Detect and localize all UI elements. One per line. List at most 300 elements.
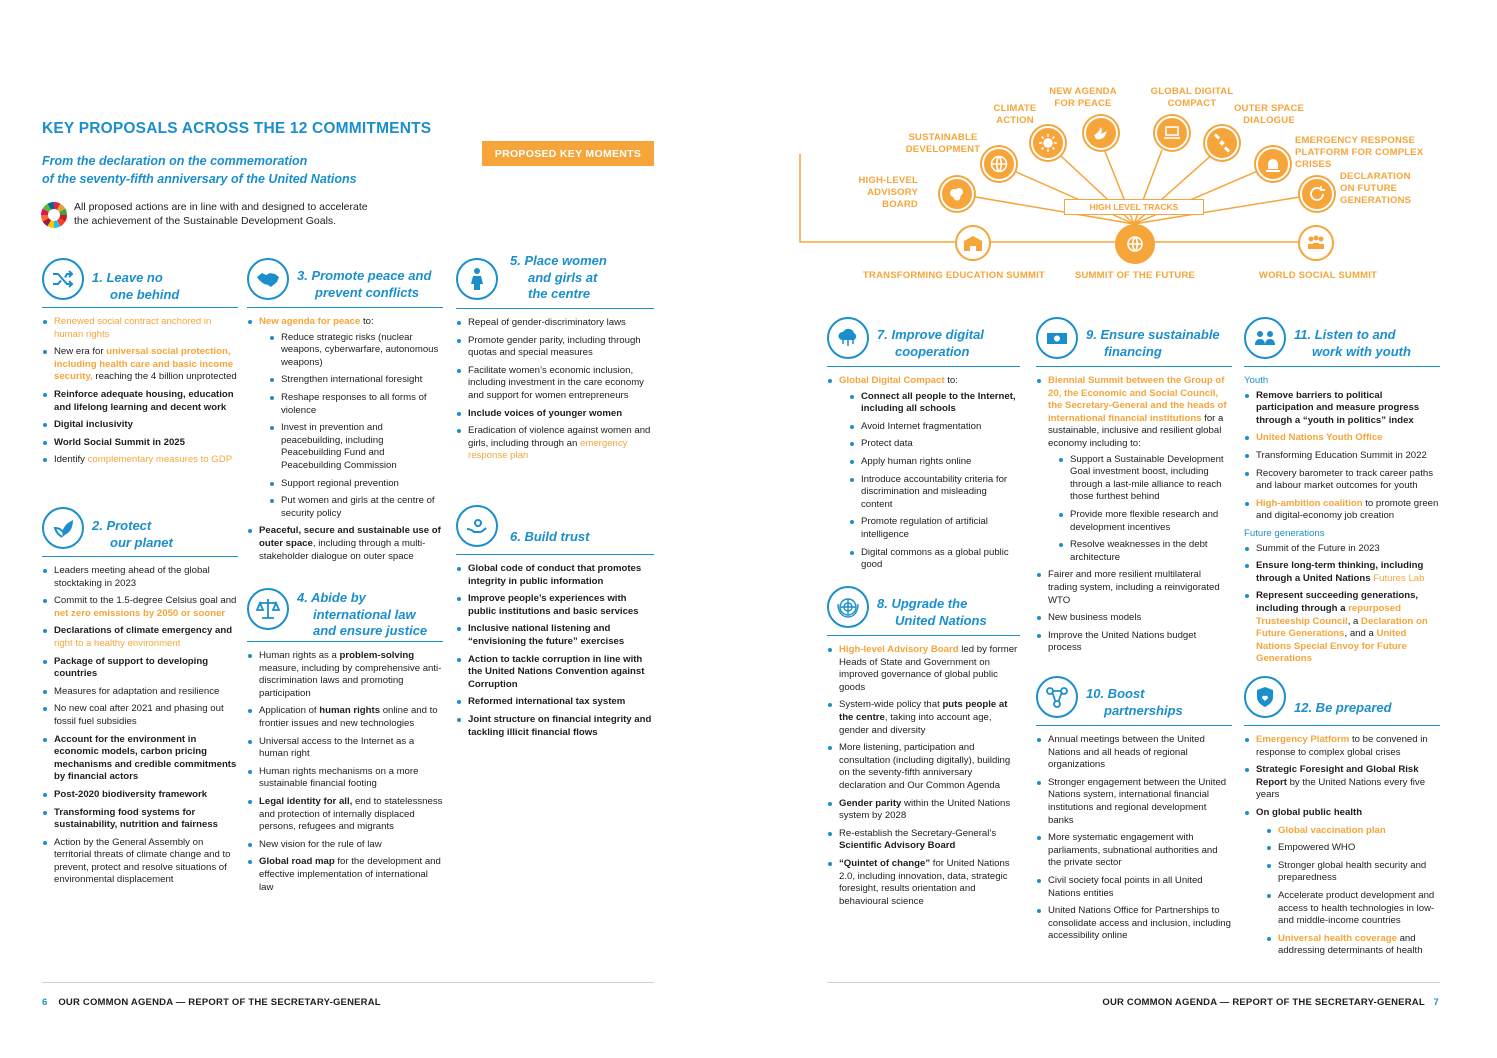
subtitle-line: From the declaration on the commemoration: [42, 154, 308, 168]
new-agenda-for-peace-label: [1044, 86, 1122, 110]
alarm-icon: [1256, 147, 1290, 181]
title-line: and girls at: [528, 269, 598, 285]
title-line: international law: [313, 606, 416, 622]
list-item: [1058, 509, 1232, 534]
text: Stronger global health security and preparedness: [1278, 859, 1427, 884]
page-number: 6: [42, 997, 48, 1008]
footer-divider: [42, 982, 654, 983]
list-item: [1244, 543, 1440, 556]
text: for United Nations 2.0, including innovation, data, strategic foresight, results orientation and behavioural science: [839, 857, 1010, 907]
label-line: DECLARATION: [1340, 171, 1411, 182]
text: Accelerate product development and access to health technologies in low- and middle-income countries: [1278, 889, 1435, 927]
list-item: [849, 421, 1020, 434]
label-line: ACTION: [996, 115, 1034, 126]
text: to:: [360, 316, 374, 327]
list-item: [42, 625, 238, 650]
text: Eradication of violence against women and girls, including through an: [468, 425, 651, 449]
text: online and to frontier issues and new technologies: [259, 705, 438, 729]
list-item: [456, 425, 654, 463]
climate-action-label: [985, 103, 1045, 127]
text: Recovery barometer to track career paths and labour market outcomes for youth: [1256, 467, 1434, 492]
proposed-key-moments-badge: PROPOSED KEY MOMENTS: [482, 141, 654, 166]
text: Re-establish the Secretary-General’s: [839, 827, 997, 839]
text: More listening, participation and consultation (including digitally), building on the seventy-fifth anniversary declaration and Our Common Agenda: [839, 742, 1011, 791]
network-icon: [1036, 676, 1078, 718]
leaf-icon: [42, 507, 84, 549]
shield-heart-icon: [1244, 676, 1286, 718]
text: Human rights mechanisms on a more sustainable financial footing: [259, 765, 419, 790]
list-item: [1036, 905, 1232, 943]
list-item: [42, 703, 238, 728]
text: New era for: [54, 346, 107, 358]
list-item: [1266, 860, 1440, 885]
list-item: [1036, 832, 1232, 870]
text: and addressing determinants of health: [1278, 932, 1423, 957]
section-heading: [1244, 375, 1440, 388]
commitment-5: [456, 252, 654, 468]
text: Application of: [259, 705, 320, 717]
page-number: 7: [1433, 997, 1439, 1008]
list-item: [42, 837, 238, 887]
text: Inclusive national listening and “envisioning the future” exercises: [468, 623, 625, 647]
text: Provide more flexible research and development incentives: [1070, 508, 1219, 533]
commitment-title: [1294, 327, 1411, 360]
commitment-12: [1244, 676, 1440, 963]
text: Introduce accountability criteria for discrimination and misleading content: [861, 473, 1008, 510]
declaration-future-generations-label: [1340, 171, 1420, 207]
text: measure, including by comprehensive anti-discrimination laws and promoting participation: [259, 662, 442, 699]
commitment-8: [827, 586, 1020, 913]
summit-of-the-future-label: SUMMIT OF THE FUTURE: [1074, 270, 1196, 281]
list-item: [269, 422, 443, 472]
title-line: work with youth: [1312, 343, 1411, 359]
text: Put women and girls at the centre of security policy: [281, 495, 435, 519]
commitment-title: [877, 596, 987, 629]
text: Action by the General Assembly on territorial threats of climate change and to prevent, protect and resolve situations of environmental displacement: [54, 836, 231, 886]
text: Annual meetings between the United Nations and all heads of regional organizations: [1048, 734, 1205, 771]
handshake-icon: [247, 258, 289, 300]
text: human rights: [319, 705, 381, 717]
list-item: [1244, 390, 1440, 428]
text: within the United Nations system by 2028: [839, 797, 1011, 822]
commitment-title: [510, 253, 607, 303]
list-item: [827, 644, 1020, 694]
list-item: [42, 789, 238, 802]
label-line: OUTER SPACE: [1233, 103, 1305, 114]
text: More systematic engagement with parliaments, subnational authorities and the private sector: [1048, 832, 1218, 869]
label-line: COMPACT: [1167, 98, 1217, 109]
high-level-tracks-label: HIGH LEVEL TRACKS: [1064, 199, 1204, 215]
sustainable-development-label: [905, 132, 981, 156]
list-item: [42, 807, 238, 832]
text: Represent succeeding generations, including through a: [1256, 590, 1419, 614]
highlight: Futures Lab: [1373, 572, 1425, 584]
list-item: [456, 654, 654, 692]
list-item: [247, 736, 443, 761]
title-line: the centre: [528, 286, 591, 301]
list-item: [269, 478, 443, 491]
title-line: 3. Promote peace and: [297, 268, 432, 283]
highlight: Emergency Platform: [1256, 734, 1350, 745]
text: Digital commons as a global public good: [861, 546, 1009, 571]
highlight: Global Digital Compact: [839, 375, 945, 386]
text: Transforming Education Summit in 2022: [1256, 449, 1427, 461]
text: World Social Summit in 2025: [54, 436, 185, 448]
list-item: [247, 766, 443, 791]
list-item: [247, 856, 443, 894]
text: , including through a multi-stakeholder dialogue on outer space: [259, 537, 426, 562]
scales-icon: [247, 588, 289, 630]
list-item: [1058, 454, 1232, 504]
commitment-title: [92, 270, 179, 303]
list-item: [42, 686, 238, 699]
list-item: [1058, 539, 1232, 564]
list-item: [42, 565, 238, 590]
text: New business models: [1048, 612, 1142, 624]
commitment-1: [42, 258, 238, 472]
text: Avoid Internet fragmentation: [861, 420, 982, 432]
list-item: [42, 437, 238, 450]
text: Apply human rights online: [861, 455, 972, 467]
list-item: [1266, 890, 1440, 928]
section-heading: [1244, 528, 1440, 541]
advisory-board-label: [840, 175, 918, 211]
list-item: [456, 593, 654, 618]
title-line: 4. Abide by: [297, 590, 366, 605]
commitment-title: [1294, 700, 1392, 717]
commitment-7: [827, 317, 1020, 577]
title-line: one behind: [110, 286, 180, 302]
list-item: [269, 392, 443, 417]
highlight: repurposed Trusteeship Council: [1256, 602, 1401, 627]
list-item: [42, 454, 238, 467]
title-line: 6. Build trust: [510, 529, 590, 544]
shuffle-icon: [42, 258, 84, 300]
title-line: 8. Upgrade the: [877, 596, 968, 611]
list-item: [1244, 432, 1440, 445]
emergency-platform-label: [1295, 135, 1460, 171]
text: Account for the environment in economic models, carbon pricing mechanisms and credible commitments by financial actors: [54, 733, 237, 783]
text: to promote green and digital-economy job creation: [1256, 497, 1439, 522]
list-item: [1244, 590, 1440, 666]
text: Action to tackle corruption in line with the United Nations Convention against Corruption: [468, 653, 645, 690]
list-item: [1036, 875, 1232, 900]
title-line: 9. Ensure sustainable: [1086, 327, 1220, 342]
list-item: [1266, 933, 1440, 958]
text: led by former Heads of State and Government on improved governance of global public goods: [839, 644, 1018, 693]
text: No new coal after 2021 and phasing out fossil fuel subsidies: [54, 703, 224, 727]
title-line: cooperation: [895, 343, 970, 359]
refresh-icon: [1300, 177, 1334, 211]
list-item: [1244, 807, 1440, 820]
highlight: United Nations Special Envoy for Future Generations: [1256, 628, 1407, 665]
commitment-title: [297, 268, 431, 301]
list-item: [456, 696, 654, 709]
title-line: 11. Listen to and: [1294, 327, 1396, 342]
transforming-education-summit-label: TRANSFORMING EDUCATION SUMMIT: [863, 270, 1045, 281]
sdg-note: [74, 200, 404, 228]
text: Improve the United Nations budget process: [1048, 629, 1197, 654]
text: Joint structure on financial integrity and tackling illicit financial flows: [468, 713, 652, 738]
page-title: KEY PROPOSALS ACROSS THE 12 COMMITMENTS: [42, 120, 432, 137]
list-item: [247, 705, 443, 730]
title-line: partnerships: [1104, 702, 1183, 718]
list-item: [849, 391, 1020, 416]
text: Global road map: [259, 856, 335, 868]
title-line: 7. Improve digital: [877, 327, 984, 342]
list-item: [849, 516, 1020, 541]
text: United Nations Office for Partnerships to consolidate access and inclusion, including accessibility online: [1048, 905, 1231, 942]
text: Package of support to developing countries: [54, 655, 209, 680]
highlight: United Nations Youth Office: [1256, 432, 1383, 444]
list-item: [827, 858, 1020, 908]
highlight: net zero emissions by 2050 or sooner: [54, 607, 226, 619]
footer-right: [1102, 997, 1439, 1008]
list-item: [42, 316, 238, 341]
subtitle-line: of the seventy-fifth anniversary of the United Nations: [42, 172, 357, 186]
text: Digital inclusivity: [54, 419, 133, 431]
text: Support a Sustainable Development Goal investment boost, including through a last-mile alliance to reach those furthest behind: [1070, 453, 1224, 503]
commitment-11: [1244, 317, 1440, 671]
list-item: [827, 828, 1020, 853]
global-digital-compact-label: [1145, 86, 1239, 110]
list-item: [1266, 842, 1440, 855]
list-item: [827, 742, 1020, 792]
commitment-title: [92, 518, 173, 551]
text: Reshape responses to all forms of violence: [281, 391, 427, 416]
label-line: DEVELOPMENT: [905, 144, 981, 155]
text: Global code of conduct that promotes integrity in public information: [468, 563, 642, 587]
dove-icon: [1084, 116, 1118, 150]
commitment-title: [297, 590, 427, 640]
label-line: NEW AGENDA: [1049, 86, 1117, 97]
highlight: High-ambition coalition: [1256, 497, 1363, 509]
label-line: GENERATIONS: [1340, 195, 1412, 206]
list-item: [827, 798, 1020, 823]
list-item: [42, 389, 238, 414]
list-item: [456, 623, 654, 648]
people-icon: [1298, 225, 1334, 261]
text: Facilitate women’s economic inclusion, including investment in the care economy and support for women entrepreneurs: [468, 364, 644, 401]
text: for the development and effective implementation of international law: [259, 856, 441, 893]
list-item: [269, 374, 443, 387]
list-item: [456, 714, 654, 739]
text: Include voices of younger women: [468, 407, 623, 419]
globe-icon: [982, 147, 1016, 181]
list-item: [42, 734, 238, 784]
text: Summit of the Future in 2023: [1256, 542, 1380, 554]
text: Future generations: [1244, 527, 1325, 539]
text: Scientific Advisory Board: [839, 840, 956, 852]
commitment-10: [1036, 676, 1232, 948]
text: “Quintet of change”: [839, 857, 931, 869]
text: Remove barriers to political participation and measure progress through a “youth in politics” index: [1256, 389, 1420, 426]
highlight: universal social protection, including health care and basic income security,: [54, 346, 234, 383]
list-item: [42, 595, 238, 620]
title-line: 10. Boost: [1086, 686, 1145, 701]
label-line: DIALOGUE: [1243, 115, 1295, 126]
list-item: [827, 699, 1020, 737]
list-item: [1244, 734, 1440, 759]
school-icon: [955, 225, 991, 261]
text: Legal identity for all,: [259, 795, 353, 807]
list-item: [849, 474, 1020, 512]
text: Youth: [1244, 375, 1269, 386]
text: New vision for the rule of law: [259, 838, 382, 850]
text: Invest in prevention and peacebuilding, including Peacebuilding Fund and Peacebuilding Commission: [281, 422, 397, 471]
text: Measures for adaptation and resilience: [54, 685, 220, 697]
text: System-wide policy that: [839, 699, 943, 711]
text: by the United Nations every five years: [1256, 776, 1426, 801]
sun-icon: [1031, 126, 1065, 160]
highlight: Declaration on Future Generations: [1256, 615, 1428, 640]
list-item: [247, 650, 443, 700]
list-item: [1036, 612, 1232, 625]
text: Resolve weaknesses in the debt architecture: [1070, 539, 1208, 563]
list-item: [456, 365, 654, 403]
text: Fairer and more resilient multilateral trading system, including a reinvigorated WTO: [1048, 569, 1220, 606]
highlight: right to a healthy environment: [54, 637, 181, 649]
satellite-icon: [1205, 126, 1239, 160]
text: Connect all people to the Internet, including all schools: [861, 390, 1016, 415]
highlight: Renewed social contract anchored in human rights: [54, 316, 212, 340]
label-line: HIGH-LEVEL: [858, 175, 918, 186]
commitment-6: [456, 505, 654, 744]
text: Promote regulation of artificial intelligence: [861, 516, 988, 540]
title-line: 12. Be prepared: [1294, 700, 1392, 715]
world-social-summit-label: WORLD SOCIAL SUMMIT: [1258, 270, 1378, 281]
text: Promote gender parity, including through quotas and special measures: [468, 334, 641, 359]
list-item: [1036, 777, 1232, 827]
text: , a: [1347, 615, 1362, 627]
highlight: New agenda for peace: [259, 316, 361, 327]
text: , taking into account age, gender and diversity: [839, 711, 992, 736]
text: Strengthen international foresight: [281, 374, 423, 386]
text: Identify: [54, 454, 88, 466]
brain-icon: [940, 177, 974, 211]
text: Reinforce adequate housing, education and lifelong learning and decent work: [54, 388, 234, 413]
list-item: [849, 438, 1020, 451]
label-line: EMERGENCY RESPONSE: [1295, 135, 1416, 146]
title-line: financing: [1104, 343, 1162, 359]
text: , and a: [1344, 628, 1377, 640]
sdg-note-line: the achievement of the Sustainable Development Goals.: [74, 215, 337, 227]
list-item: [247, 839, 443, 852]
text: Leaders meeting ahead of the global stocktaking in 2023: [54, 565, 210, 589]
label-line: PLATFORM FOR COMPLEX CRISES: [1295, 147, 1424, 170]
list-item: [1036, 569, 1232, 607]
list-item: [1244, 498, 1440, 523]
label-line: ADVISORY BOARD: [867, 187, 918, 210]
text: problem-solving: [339, 650, 415, 661]
list-item: [247, 525, 443, 563]
money-icon: [1036, 317, 1078, 359]
commitment-3: [247, 258, 443, 568]
list-item: [247, 796, 443, 834]
list-item: [42, 419, 238, 432]
list-item: [1036, 734, 1232, 772]
text: Commit to the 1.5-degree Celsius goal and: [54, 595, 237, 607]
list-item: [269, 332, 443, 370]
list-item: [42, 346, 238, 384]
text: to be convened in response to complex global crises: [1256, 734, 1428, 758]
list-item: [827, 375, 1020, 388]
outer-space-dialogue-label: [1232, 103, 1306, 127]
highlight: High-level Advisory Board: [839, 644, 959, 655]
title-line: 5. Place women: [510, 253, 607, 268]
globe-cycle-icon: [1115, 224, 1155, 264]
commitment-9: [1036, 317, 1232, 660]
text: to:: [944, 375, 958, 386]
footer-left: [42, 997, 381, 1008]
list-item: [456, 317, 654, 330]
cloud-network-icon: [827, 317, 869, 359]
text: Stronger engagement between the United Nations system, international financial institutions and regional development banks: [1048, 776, 1227, 826]
list-item: [1036, 630, 1232, 655]
list-item: [456, 335, 654, 360]
label-line: ON FUTURE: [1340, 183, 1398, 194]
text: Improve people’s experiences with public institutions and basic services: [468, 593, 639, 617]
list-item: [1036, 375, 1232, 451]
commitment-title: [510, 529, 589, 546]
highlight: emergency response plan: [468, 437, 628, 462]
text: Post-2020 biodiversity framework: [54, 788, 208, 800]
label-line: CLIMATE: [993, 103, 1037, 114]
list-item: [849, 547, 1020, 572]
footer-text: OUR COMMON AGENDA — REPORT OF THE SECRETARY-GENERAL: [58, 997, 381, 1008]
hand-heart-icon: [456, 505, 498, 547]
list-item: [1244, 560, 1440, 585]
text: Transforming food systems for sustainability, nutrition and fairness: [54, 806, 219, 831]
list-item: [1244, 764, 1440, 802]
text: Declarations of climate emergency and: [54, 625, 233, 637]
sdg-note-line: All proposed actions are in line with and designed to accelerate: [74, 201, 368, 213]
text: Protect data: [861, 438, 913, 450]
footer-divider: [827, 982, 1440, 983]
text: Reduce strategic risks (nuclear weapons, cyberwarfare, autonomous weapons): [281, 331, 439, 368]
text: for a sustainable, inclusive and resilient global economy including to:: [1048, 412, 1224, 449]
list-item: [1244, 468, 1440, 493]
highlight: Global vaccination plan: [1278, 824, 1386, 836]
un-emblem-icon: [827, 586, 869, 628]
list-item: [1244, 450, 1440, 463]
highlight: complementary measures to GDP: [87, 454, 233, 466]
highlight: Biennial Summit between the Group of 20, the Economic and Social Council, the Secretary-General and the heads of international financial institutions: [1048, 375, 1227, 424]
list-item: [269, 495, 443, 520]
list-item: [456, 563, 654, 588]
commitment-title: [1086, 686, 1183, 719]
laptop-icon: [1155, 116, 1189, 150]
list-item: [42, 656, 238, 681]
text: Ensure long-term thinking, including through a United Nations: [1256, 560, 1424, 584]
title-line: 1. Leave no: [92, 270, 163, 285]
text: Human rights as a: [259, 650, 340, 661]
label-line: FOR PEACE: [1054, 98, 1112, 109]
text: On global public health: [1256, 806, 1363, 818]
title-line: prevent conflicts: [315, 284, 420, 300]
text: Strategic Foresight and Global Risk Report: [1256, 764, 1419, 788]
youth-icon: [1244, 317, 1286, 359]
text: Universal access to the Internet as a human right: [259, 735, 415, 760]
text: reaching the 4 billion unprotected: [92, 371, 237, 383]
commitment-title: [1086, 327, 1220, 360]
label-line: GLOBAL DIGITAL: [1150, 86, 1234, 97]
text: Civil society focal points in all United Nations entities: [1048, 874, 1203, 899]
text: Peaceful, secure and sustainable use of outer space: [259, 525, 441, 549]
list-item: [849, 456, 1020, 469]
sdg-wheel-icon: [40, 201, 68, 229]
title-line: our planet: [110, 534, 173, 550]
